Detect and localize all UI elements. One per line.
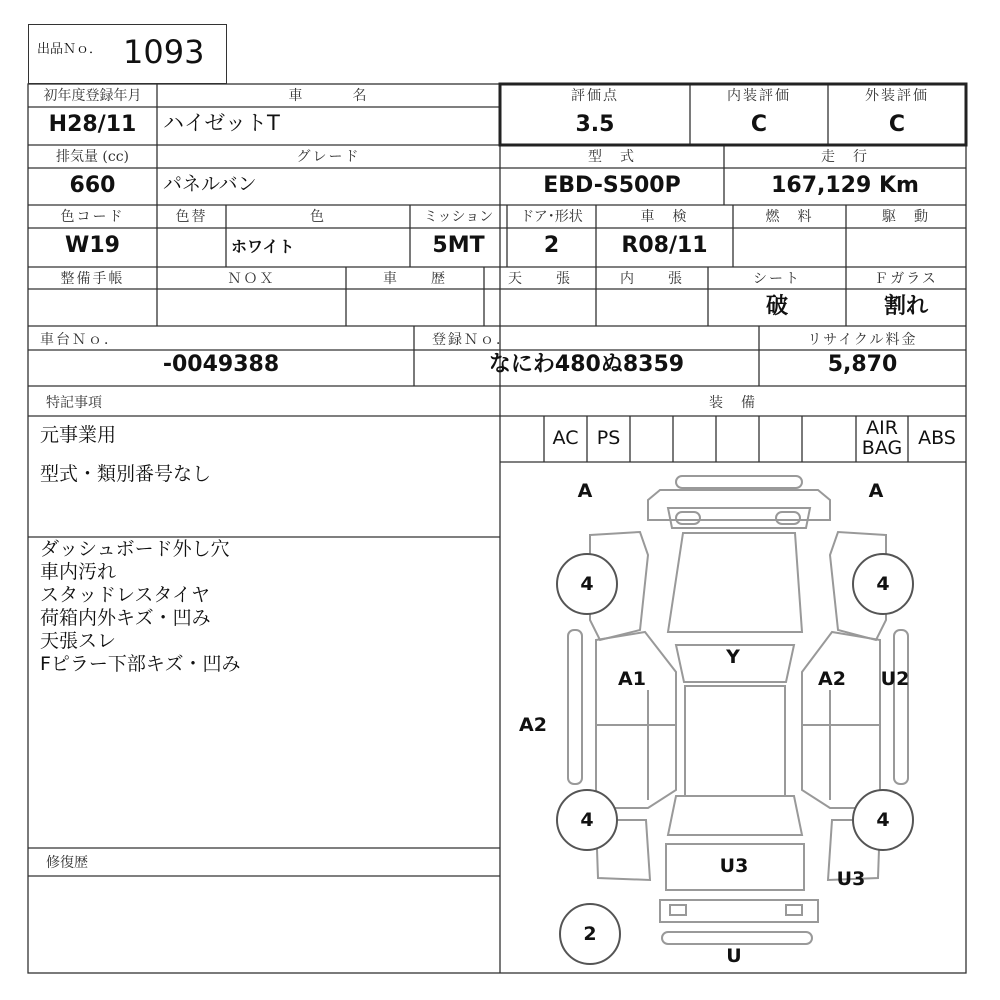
mark-a-front-right: A [868,480,884,502]
exterior-grade-label: 外装評価 [865,88,929,104]
mark-u2-right-side: U2 [880,668,910,690]
interior-grade-value: C [750,112,768,137]
equipment-ac: AC [552,427,579,449]
score-value: 3.5 [575,112,615,137]
mark-spare-tire: 2 [583,923,597,945]
equipment-label: 装 備 [709,395,757,411]
glass-value: 割れ [883,294,928,319]
mark-a2-right-pillar: A2 [818,668,846,690]
mission-value: 5MT [432,233,485,258]
mark-a-front-left: A [577,480,593,502]
exterior-grade-value: C [888,112,906,137]
color-change-label: 色替 [175,209,208,225]
model-label: 型 式 [588,149,636,165]
equipment-ps: PS [596,427,621,449]
mark-tire-rear-left: 4 [580,809,594,831]
equipment-abs: ABS [918,427,956,449]
chassis-value: -0049388 [162,352,280,377]
mileage-label: 走 行 [821,149,869,165]
color-code-label: 色コード [60,209,125,225]
seat-label: シート [753,271,801,287]
mark-u3-rear-right: U3 [836,868,866,890]
notes-label: 特記事項 [46,395,102,411]
mark-tire-front-right: 4 [876,573,890,595]
roof-lining-label: 天 張 [508,271,572,287]
recycle-value: 5,870 [827,352,898,377]
door-label: ドア･形状 [520,209,583,225]
equipment-airbag: AIR BAG [861,417,903,459]
lot-number: 1093 [123,33,205,71]
note-line: スタッドレスタイヤ [40,584,211,606]
note-line: 荷箱内外キズ・凹み [40,607,211,629]
note-line: Fピラー下部キズ・凹み [40,653,241,675]
note-line: 元事業用 [40,424,117,446]
plate-value: なにわ480ぬ8359 [488,352,685,377]
repair-history-label: 修復歴 [46,855,88,871]
mark-u-rear-bumper: U [726,945,742,967]
fuel-label: 燃 料 [765,209,814,225]
plate-label: 登録Ｎｏ． [432,332,512,348]
glass-label: Ｆガラス [874,271,938,287]
inspection-label: 車 検 [640,209,689,225]
drive-label: 駆 動 [882,209,930,225]
displacement-value: 660 [69,173,116,198]
mileage-value: 167,129 Km [771,173,919,198]
color-value: ホワイト [231,237,295,256]
mark-tire-rear-right: 4 [876,809,890,831]
color-label: 色 [310,209,326,225]
mark-a1-left-pillar: A1 [618,668,646,690]
nox-label: ＮＯＸ [227,271,276,287]
lot-label: 出品Ｎｏ． [37,42,103,57]
first-reg-value: H28/11 [48,112,137,137]
car-name-value: ハイゼットT [163,111,280,135]
interior-lining-label: 内 張 [620,271,684,287]
mark-tire-front-left: 4 [580,573,594,595]
inspection-value: R08/11 [621,233,708,258]
model-value: EBD-S500P [543,173,681,198]
color-code-value: W19 [65,233,120,258]
service-book-label: 整備手帳 [60,271,125,287]
door-value: 2 [543,233,560,258]
first-reg-label: 初年度登録年月 [43,88,142,104]
mark-u3-rear-door: U3 [719,855,749,877]
note-line: 天張スレ [40,630,117,652]
history-label: 車 歴 [383,271,447,287]
chassis-label: 車台Ｎｏ． [40,332,120,348]
grade-label: グレード [296,149,361,165]
mission-label: ミッション [423,209,494,225]
recycle-label: リサイクル料金 [807,332,918,348]
car-name-label: 車 名 [288,88,369,104]
note-line: ダッシュボード外し穴 [40,538,230,560]
note-line: 車内汚れ [40,561,117,583]
note-line: 型式・類別番号なし [40,463,212,485]
seat-value: 破 [765,294,788,319]
displacement-label: 排気量 (cc) [55,149,130,165]
interior-grade-label: 内装評価 [727,88,791,104]
grade-value: パネルバン [163,173,257,195]
mark-y-roof: Y [726,646,740,668]
score-label: 評価点 [571,88,619,104]
mark-a2-left-side: A2 [519,714,547,736]
